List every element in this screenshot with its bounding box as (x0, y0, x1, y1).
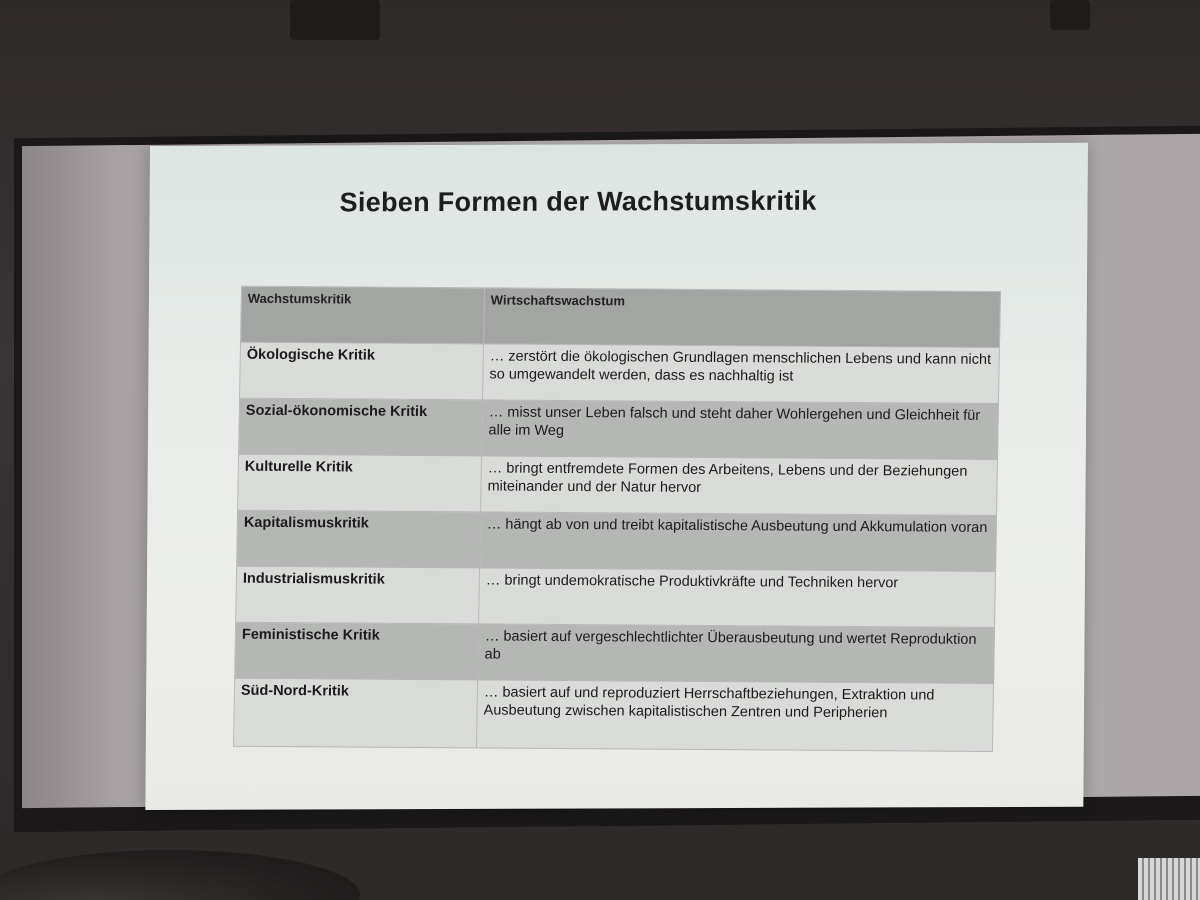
table-row (236, 566, 996, 627)
kritik-description: … zerstört die ökologischen Grundlagen menschlichen Lebens und kann nicht so umgewandelt werden, dass es nachhaltig ist (483, 344, 1000, 404)
kritik-label: Sozial-ökonomische Kritik (239, 398, 483, 456)
kritik-description: … hängt ab von und treibt kapitalistische Ausbeutung und Akkumulation voran (480, 512, 997, 572)
header-wirtschaftswachstum: Wirtschaftswachstum (483, 288, 1000, 348)
kritik-description: … basiert auf vergeschlechtlichter Überausbeutung und wertet Reproduktion ab (478, 624, 995, 684)
slide-title: Sieben Formen der Wachstumskritik (339, 185, 817, 218)
table-row (237, 510, 997, 571)
table-row (238, 454, 998, 515)
kritik-description: … bringt undemokratische Produktivkräfte und Techniken hervor (479, 568, 996, 628)
critique-table (233, 286, 1001, 752)
kritik-label: Feministische Kritik (235, 622, 479, 680)
kritik-label: Kulturelle Kritik (238, 454, 482, 512)
ceiling-fixture-right (1050, 0, 1090, 30)
kritik-label: Kapitalismuskritik (237, 510, 481, 568)
table-header-row (241, 286, 1001, 347)
table-row (240, 342, 1000, 403)
ceiling-fixture-left (290, 0, 380, 40)
kritik-label: Industrialismuskritik (236, 566, 480, 624)
audience-head-silhouette (0, 850, 360, 900)
table-row (233, 678, 993, 751)
kritik-label: Süd-Nord-Kritik (233, 678, 477, 748)
presentation-slide (145, 143, 1088, 810)
table-row (239, 398, 999, 459)
stage-equipment (1138, 858, 1200, 900)
table-row (235, 622, 995, 683)
kritik-description: … misst unser Leben falsch und steht daher Wohlergehen und Gleichheit für alle im Weg (482, 400, 999, 460)
kritik-description: … bringt entfremdete Formen des Arbeitens, Lebens und der Beziehungen miteinander und der Natur hervor (481, 456, 998, 516)
kritik-description: … basiert auf und reproduziert Herrschaftbeziehungen, Extraktion und Ausbeutung zwischen kapitalistischen Zentren und Peripherien (476, 680, 993, 752)
kritik-label: Ökologische Kritik (240, 342, 484, 400)
header-wachstumskritik: Wachstumskritik (241, 286, 485, 344)
